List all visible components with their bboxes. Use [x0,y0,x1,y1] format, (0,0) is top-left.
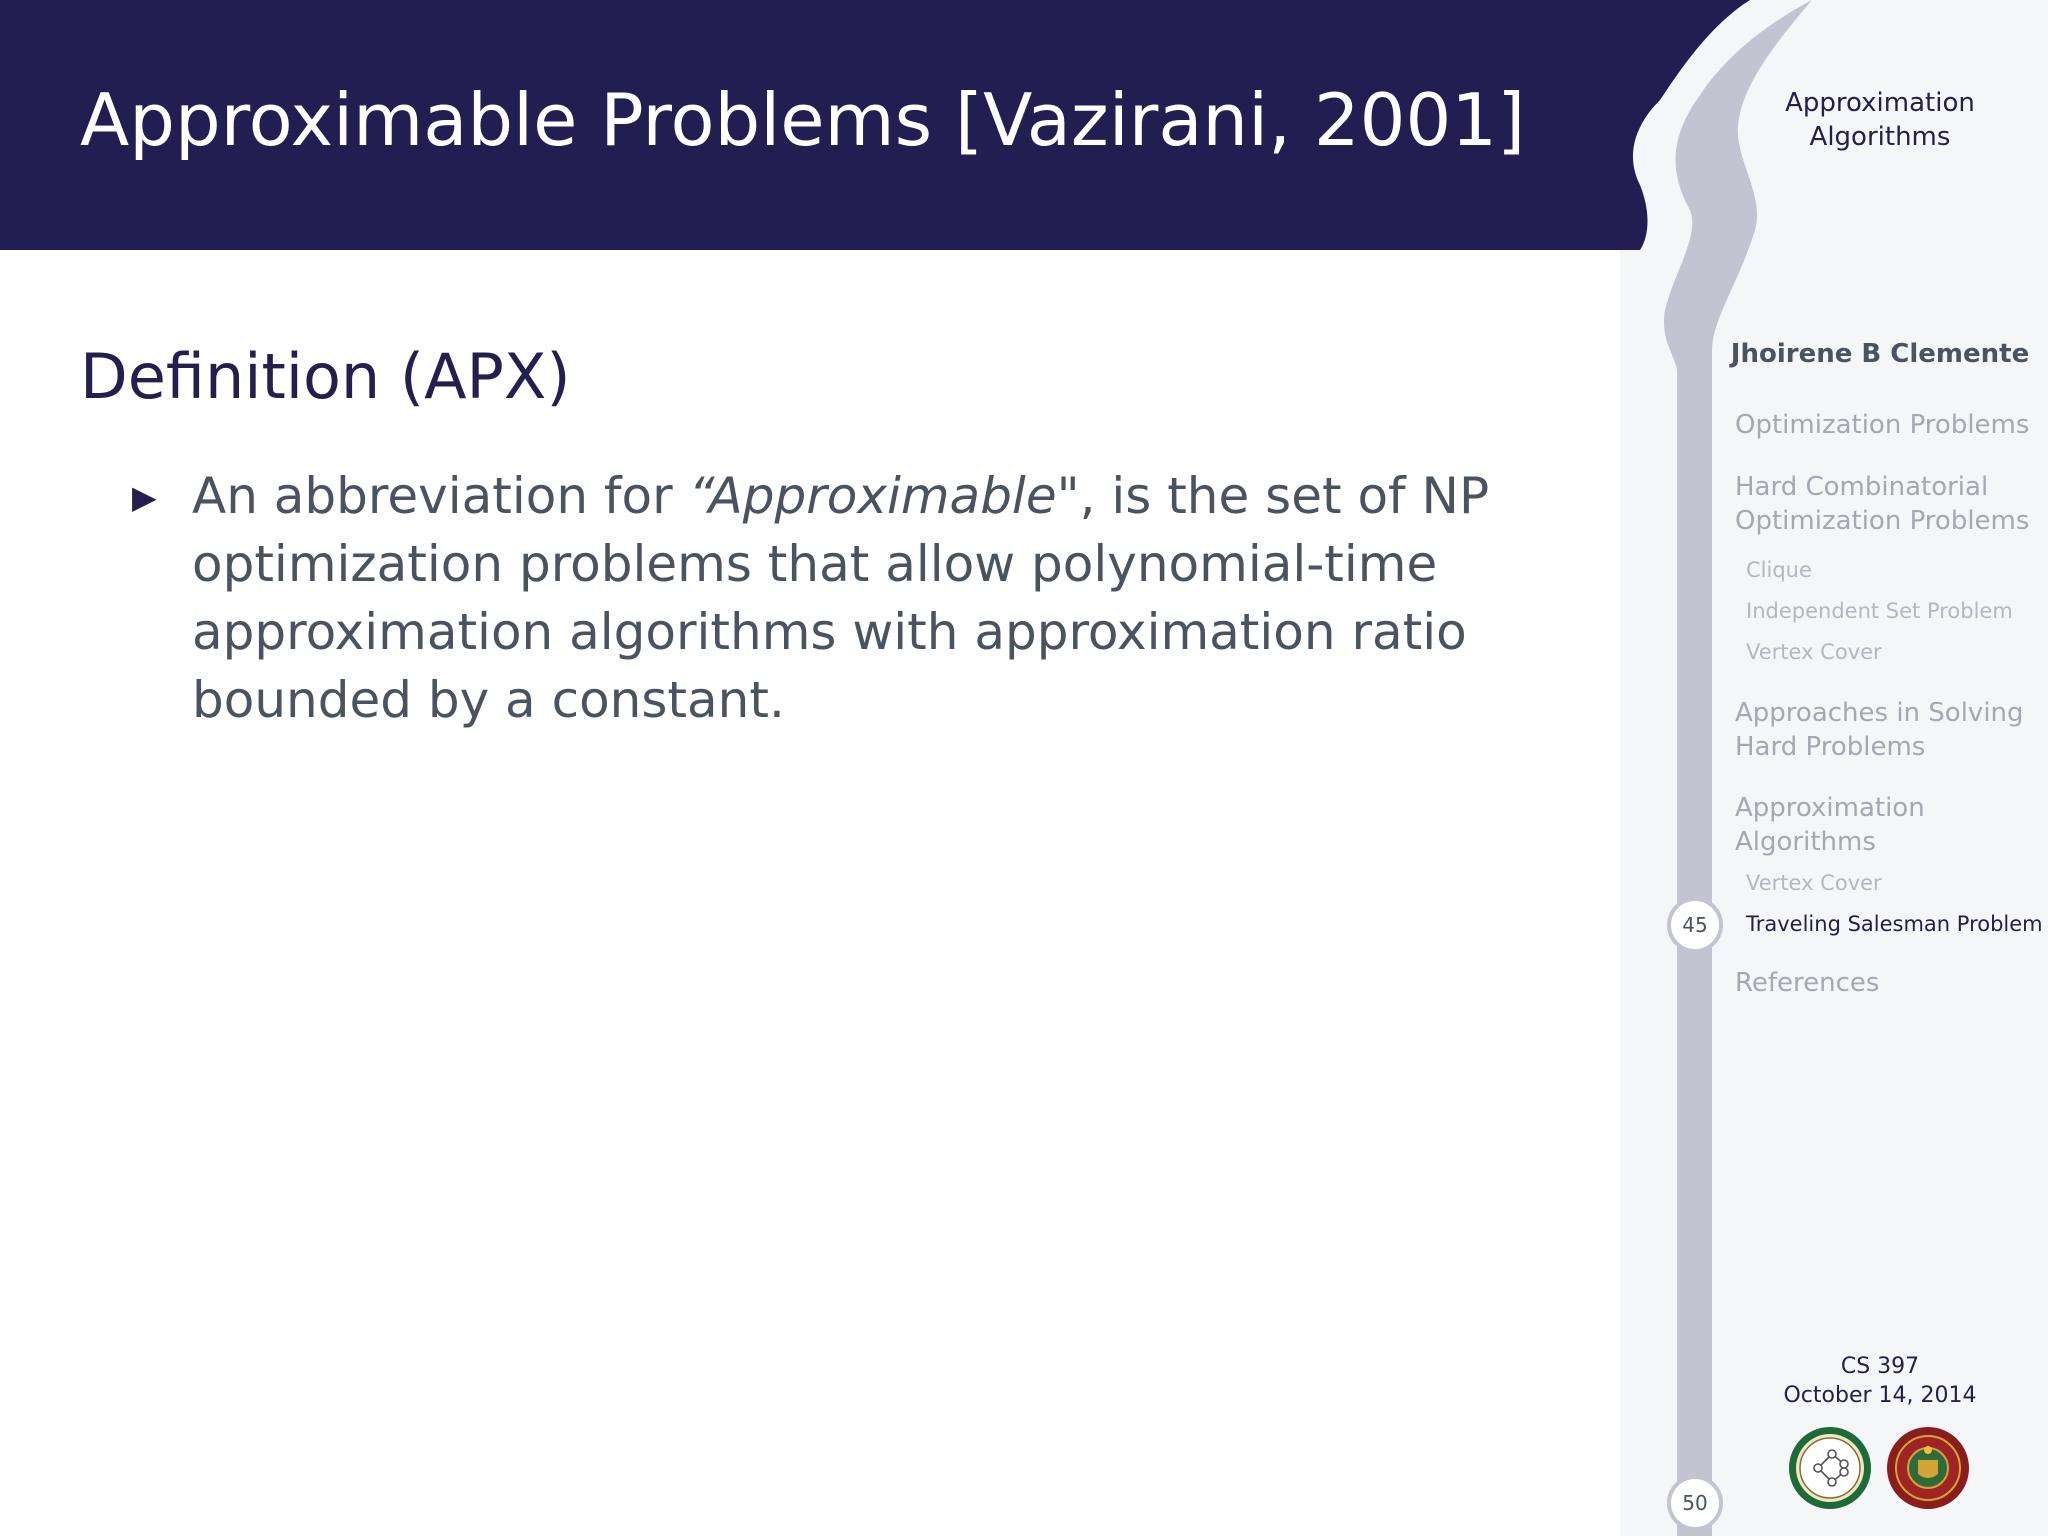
sidebar-presentation-title [1712,86,2048,154]
slide-title: Approximable Problems [Vazirani, 2001] [80,78,1526,162]
toc-item-hard-line1: Hard Combinatorial [1735,472,1989,502]
toc-item-approaches-line1: Approaches in Solving [1735,698,2024,728]
definition-text [192,462,1622,734]
toc-item-approximation-line2: Algorithms [1735,827,1876,857]
sidebar-footer [1712,1352,2048,1410]
toc-item-references[interactable]: References [1735,968,1880,998]
sidebar-title-line2: Algorithms [1809,122,1951,152]
toc-item-approximation-algorithms[interactable] [1735,791,1925,859]
toc-item-approaches[interactable] [1735,696,2024,764]
toc-subitem-vertex-cover[interactable]: Vertex Cover [1746,640,1882,664]
current-page-marker: 45 [1667,897,1723,953]
toc-subitem-independent-set[interactable]: Independent Set Problem [1746,599,2013,623]
bullet-triangle-icon: ▶ [132,478,157,516]
definition-text-end: , is the set of NP optimization problems that allow polynomial-time approximation algorithms with approximation ratio bounded by a constant. [192,467,1490,729]
total-pages-marker: 50 [1667,1475,1723,1531]
presentation-date: October 14, 2014 [1783,1383,1977,1408]
toc-item-hard-line2: Optimization Problems [1735,506,2030,536]
sidebar-author: Jhoirene B Clemente [1730,339,2030,369]
definition-text-emphasis: “Approximable" [688,467,1080,525]
definition-heading: Definition (APX) [80,340,571,413]
toc-item-hard-combinatorial[interactable] [1735,470,2029,538]
sidebar-title-line1: Approximation [1785,88,1975,118]
definition-text-start: An abbreviation for [192,467,689,525]
university-seal-logo [1886,1426,1970,1510]
toc-item-approaches-line2: Hard Problems [1735,732,1926,762]
computer-science-department-logo [1788,1426,1872,1510]
toc-item-approximation-line1: Approximation [1735,793,1925,823]
toc-subitem-vertex-cover-2[interactable]: Vertex Cover [1746,871,1882,895]
course-code: CS 397 [1840,1354,1920,1379]
toc-item-optimization-problems[interactable]: Optimization Problems [1735,410,2030,440]
toc-subitem-traveling-salesman-current[interactable]: Traveling Salesman Problem [1746,912,2043,936]
toc-subitem-clique[interactable]: Clique [1746,558,1812,582]
